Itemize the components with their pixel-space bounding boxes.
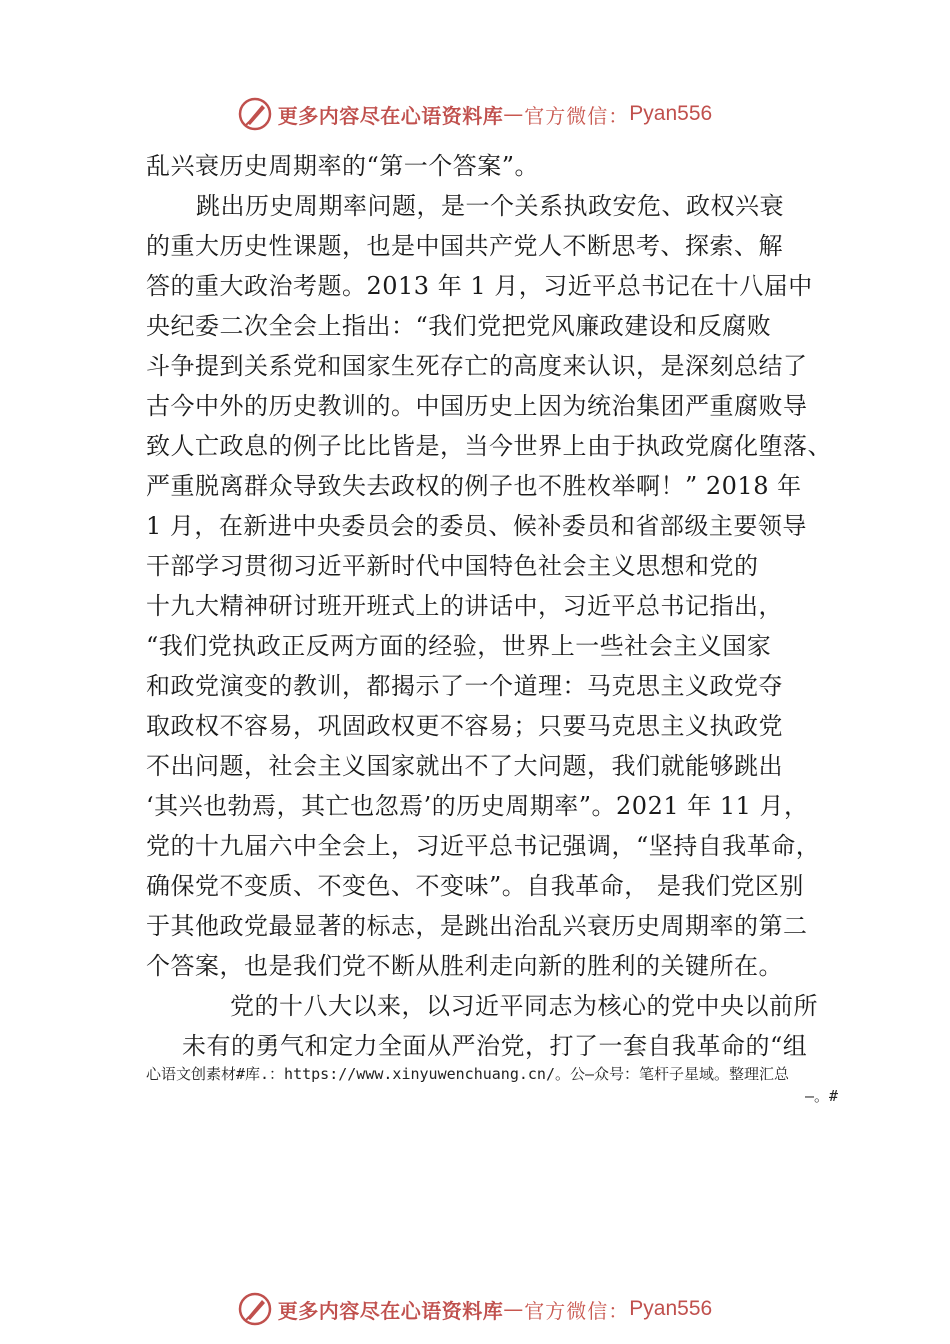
text-line: 严重脱离群众导致失去政权的例子也不胜枚举啊！” 2018 年 <box>146 472 802 500</box>
banner-main-text: 更多内容尽在心语资料库 <box>277 103 504 128</box>
footer-source-note <box>146 1063 838 1107</box>
banner-sub-text: 官方微信： <box>524 103 630 128</box>
text-line: 斗争提到关系党和国家生死存亡的高度来认识，是深刻总结了 <box>146 352 808 380</box>
text-line: 古今中外的历史教训的。中国历史上因为统治集团严重腐败导 <box>146 392 808 420</box>
text-line: 和政党演变的教训，都揭示了一个道理：马克思主义政党夺 <box>146 672 783 700</box>
text-line: 确保党不变质、不变色、不变味”。自我革命， 是我们党区别 <box>146 872 804 900</box>
banner-dash: — <box>503 102 525 126</box>
text-line: 央纪委二次全会上指出：“我们党把党风廉政建设和反腐败 <box>146 312 772 340</box>
text-line: 致人亡政息的例子比比皆是，当今世界上由于执政党腐化堕落、 <box>146 432 832 460</box>
banner-main-text: 更多内容尽在心语资料库 <box>277 1298 504 1323</box>
banner-wechat-id: Pyan556 <box>629 1297 713 1320</box>
text-line: 未有的勇气和定力全面从严治党，打了一套自我革命的“组 <box>182 1032 808 1060</box>
banner-wechat-id: Pyan556 <box>629 102 713 125</box>
footer-note-line: —。# <box>804 1087 838 1105</box>
text-line: 1 月，在新进中央委员会的委员、候补委员和省部级主要领导 <box>146 512 807 540</box>
banner-sub-text: 官方微信： <box>524 1298 630 1323</box>
quill-pen-logo-icon <box>238 97 272 131</box>
quill-pen-logo-icon <box>238 1292 272 1326</box>
text-line: 跳出历史周期率问题，是一个关系执政安危、政权兴衰 <box>196 192 784 220</box>
banner-dash: — <box>503 1297 525 1321</box>
footer-banner <box>0 1287 950 1331</box>
text-line: 干部学习贯彻习近平新时代中国特色社会主义思想和党的 <box>146 552 759 580</box>
text-line: 的重大历史性课题，也是中国共产党人不断思考、探索、解 <box>146 232 783 260</box>
text-line: 取政权不容易，巩固政权更不容易；只要马克思主义执政党 <box>146 712 783 740</box>
text-line: “我们党执政正反两方面的经验，世界上一些社会主义国家 <box>146 632 772 660</box>
text-line: 不出问题，社会主义国家就出不了大问题，我们就能够跳出 <box>146 752 783 780</box>
footer-note-line: 心语文创素材#库.：https://www.xinyuwenchuang.cn/。公—众号：笔杆子星域。整理汇总 <box>146 1065 790 1083</box>
text-line: 于其他政党最显著的标志，是跳出治乱兴衰历史周期率的第二 <box>146 912 808 940</box>
header-banner <box>0 92 950 136</box>
text-line: 个答案，也是我们党不断从胜利走向新的胜利的关键所在。 <box>146 952 783 980</box>
text-line: ‘其兴也勃焉，其亡也忽焉’的历史周期率”。2021 年 11 月， <box>146 792 809 820</box>
text-line: 乱兴衰历史周期率的“第一个答案”。 <box>146 152 540 180</box>
document-body <box>146 146 836 1066</box>
text-line: 党的十八大以来，以习近平同志为核心的党中央以前所 <box>230 992 818 1020</box>
text-line: 答的重大政治考题。2013 年 1 月，习近平总书记在十八届中 <box>146 272 813 300</box>
text-line: 十九大精神研讨班开班式上的讲话中，习近平总书记指出， <box>146 592 783 620</box>
text-line: 党的十九届六中全会上，习近平总书记强调，“坚持自我革命， <box>146 832 821 860</box>
